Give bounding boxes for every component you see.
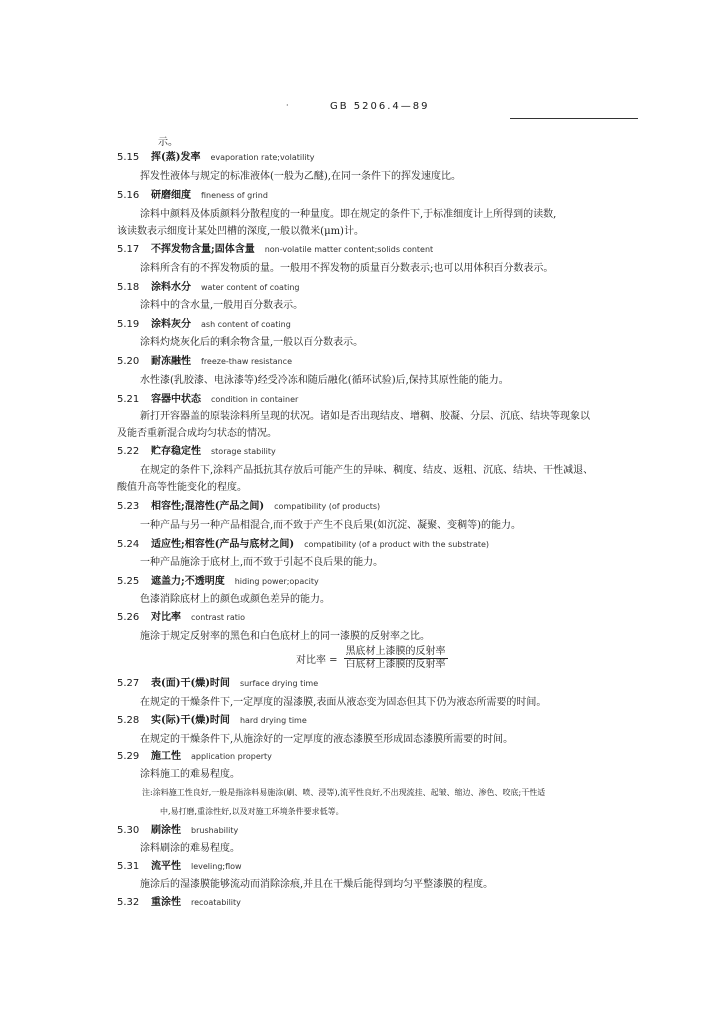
term-english: ash content of coating	[201, 320, 291, 329]
term-chinese: 对比率	[151, 612, 181, 623]
paragraph-text: 涂料中颜料及体质颜料分散程度的一种量度。即在规定的条件下,于标准细度计上所得到的读数,	[140, 209, 557, 220]
section-heading	[117, 243, 433, 257]
paragraph-text: 施涂于规定反射率的黑色和白色底材上的同一漆膜的反射率之比。	[140, 631, 430, 642]
section-heading	[117, 500, 380, 514]
section-heading	[117, 393, 298, 407]
paragraph-text: 酸值升高等性能变化的程度。	[117, 482, 247, 493]
header-rule	[510, 118, 638, 119]
term-english: recoatability	[191, 898, 241, 907]
term-chinese: 容器中状态	[151, 394, 201, 405]
term-english: hard drying time	[239, 716, 307, 725]
contrast-ratio-formula	[296, 646, 448, 671]
term-english: surface drying time	[239, 679, 319, 688]
section-heading	[117, 750, 272, 764]
section-number: 5.23	[117, 501, 140, 512]
section-number: 5.27	[117, 678, 140, 689]
formula-fraction	[344, 646, 448, 671]
note-text: 注:涂料施工性良好,一般是指涂料易施涂(刷、喷、浸等),流平性良好,不出现流挂、起皱、缩边、渗色、咬底;干性适	[142, 788, 546, 797]
section-heading	[117, 189, 268, 203]
term-english: evaporation rate;volatility	[210, 153, 315, 162]
term-chinese: 遮盖力;不透明度	[151, 576, 225, 587]
term-chinese: 涂料灰分	[151, 319, 191, 330]
paragraph-text: 挥发性液体与规定的标准液体(一般为乙醚),在同一条件下的挥发速度比。	[140, 171, 461, 182]
term-english: water content of coating	[201, 283, 300, 292]
term-chinese: 不挥发物含量;固体含量	[151, 244, 255, 255]
section-number: 5.24	[117, 539, 140, 550]
section-heading	[117, 611, 245, 625]
term-chinese: 刷涂性	[151, 825, 181, 836]
term-english: compatibility (of a product with the substrate)	[304, 540, 490, 549]
paragraph-text: 涂料所含有的不挥发物质的量。一般用不挥发物的质量百分数表示;也可以用体积百分数表示。	[140, 263, 554, 274]
section-number: 5.20	[117, 356, 140, 367]
section-number: 5.17	[117, 244, 140, 255]
term-english: freeze-thaw resistance	[201, 357, 292, 366]
term-english: storage stability	[211, 447, 276, 456]
term-english: leveling;flow	[191, 862, 242, 871]
term-chinese: 适应性;相容性(产品与底材之间)	[151, 539, 295, 550]
formula-denominator: 白底材上漆膜的反射率	[345, 659, 446, 670]
term-chinese: 实(际)干(燥)时间	[151, 715, 230, 726]
section-number: 5.25	[117, 576, 140, 587]
section-heading	[117, 824, 238, 838]
paragraph-text: 水性漆(乳胶漆、电泳漆等)经受冷冻和随后融化(循环试验)后,保持其原性能的能力。	[140, 375, 509, 386]
term-chinese: 耐冻融性	[151, 356, 191, 367]
section-heading	[117, 538, 489, 552]
section-number: 5.18	[117, 282, 140, 293]
term-chinese: 涂料水分	[151, 282, 191, 293]
section-number: 5.21	[117, 394, 140, 405]
term-english: non-volatile matter content;solids content	[264, 245, 434, 254]
formula-lhs: 对比率 =	[296, 655, 338, 666]
section-heading	[117, 281, 299, 295]
section-heading	[117, 151, 314, 165]
section-number: 5.28	[117, 715, 140, 726]
term-english: condition in container	[211, 395, 299, 404]
paragraph-text: 涂料中的含水量,一般用百分数表示。	[140, 300, 304, 311]
section-number: 5.30	[117, 825, 140, 836]
section-number: 5.15	[117, 152, 140, 163]
section-number: 5.26	[117, 612, 140, 623]
paragraph-text: 一种产品施涂于底材上,而不致于引起不良后果的能力。	[140, 557, 384, 568]
term-english: hiding power;opacity	[234, 577, 319, 586]
section-heading	[117, 355, 292, 369]
paragraph-text: 该读数表示细度计某处凹槽的深度,一般以微米(μm)计。	[117, 226, 364, 237]
term-chinese: 表(面)干(燥)时间	[151, 678, 230, 689]
paragraph-text: 涂料灼烧灰化后的剩余物含量,一般以百分数表示。	[140, 337, 364, 348]
section-heading	[117, 445, 276, 459]
section-number: 5.31	[117, 861, 140, 872]
section-number: 5.16	[117, 190, 140, 201]
section-heading	[117, 575, 319, 589]
paragraph-text: 在规定的条件下,涂料产品抵抗其存放后可能产生的异味、稠度、结皮、返粗、沉底、结块、干性减退、	[140, 465, 594, 476]
term-chinese: 重涂性	[151, 897, 181, 908]
section-number: 5.29	[117, 751, 140, 762]
term-chinese: 流平性	[151, 861, 181, 872]
formula-numerator: 黑底材上漆膜的反射率	[345, 646, 446, 657]
term-english: application property	[191, 752, 272, 761]
section-heading	[117, 714, 307, 728]
paragraph-text: 在规定的干燥条件下,一定厚度的湿漆膜,表面从液态变为固态但其下仍为液态所需要的时间。	[140, 697, 547, 708]
section-heading	[117, 896, 241, 910]
term-english: compatibility (of products)	[274, 502, 381, 511]
term-english: fineness of grind	[201, 191, 268, 200]
paragraph-text: 一种产品与另一种产品相混合,而不致于产生不良后果(如沉淀、凝聚、变稠等)的能力。	[140, 520, 521, 531]
paragraph-text: 色漆消除底材上的颜色或颜色差异的能力。	[140, 594, 330, 605]
section-number: 5.22	[117, 446, 140, 457]
paragraph-text: 新打开容器盖的原装涂料所呈现的状况。诸如是否出现结皮、增稠、胶凝、分层、沉底、结块等现象以	[140, 411, 590, 422]
header-dot: ·	[286, 101, 289, 110]
term-chinese: 贮存稳定性	[151, 446, 201, 457]
term-chinese: 挥(蒸)发率	[151, 152, 201, 163]
term-chinese: 相容性;混溶性(产品之间)	[151, 501, 265, 512]
term-english: contrast ratio	[191, 613, 245, 622]
paragraph-text: 涂料刷涂的难易程度。	[140, 843, 240, 854]
paragraph-text: 在规定的干燥条件下,从施涂好的一定厚度的液态漆膜至形成固态漆膜所需要的时间。	[140, 734, 514, 745]
section-heading	[117, 318, 291, 332]
section-heading	[117, 860, 242, 874]
paragraph-text: 涂料施工的难易程度。	[140, 769, 240, 780]
section-number: 5.32	[117, 897, 140, 908]
note-text: 中,易打磨,重涂性好,以及对施工环境条件要求低等。	[160, 807, 344, 816]
section-heading	[117, 677, 318, 691]
term-chinese: 施工性	[151, 751, 181, 762]
standard-code: GB 5206.4—89	[330, 101, 430, 112]
paragraph-text: 施涂后的湿漆膜能够流动而消除涂痕,并且在干燥后能得到均匀平整漆膜的程度。	[140, 879, 494, 890]
paragraph-text: 及能否重新混合成均匀状态的情况。	[117, 428, 277, 439]
section-number: 5.19	[117, 319, 140, 330]
term-english: brushability	[191, 826, 239, 835]
term-chinese: 研磨细度	[151, 190, 191, 201]
paragraph-text: 示。	[158, 137, 178, 148]
